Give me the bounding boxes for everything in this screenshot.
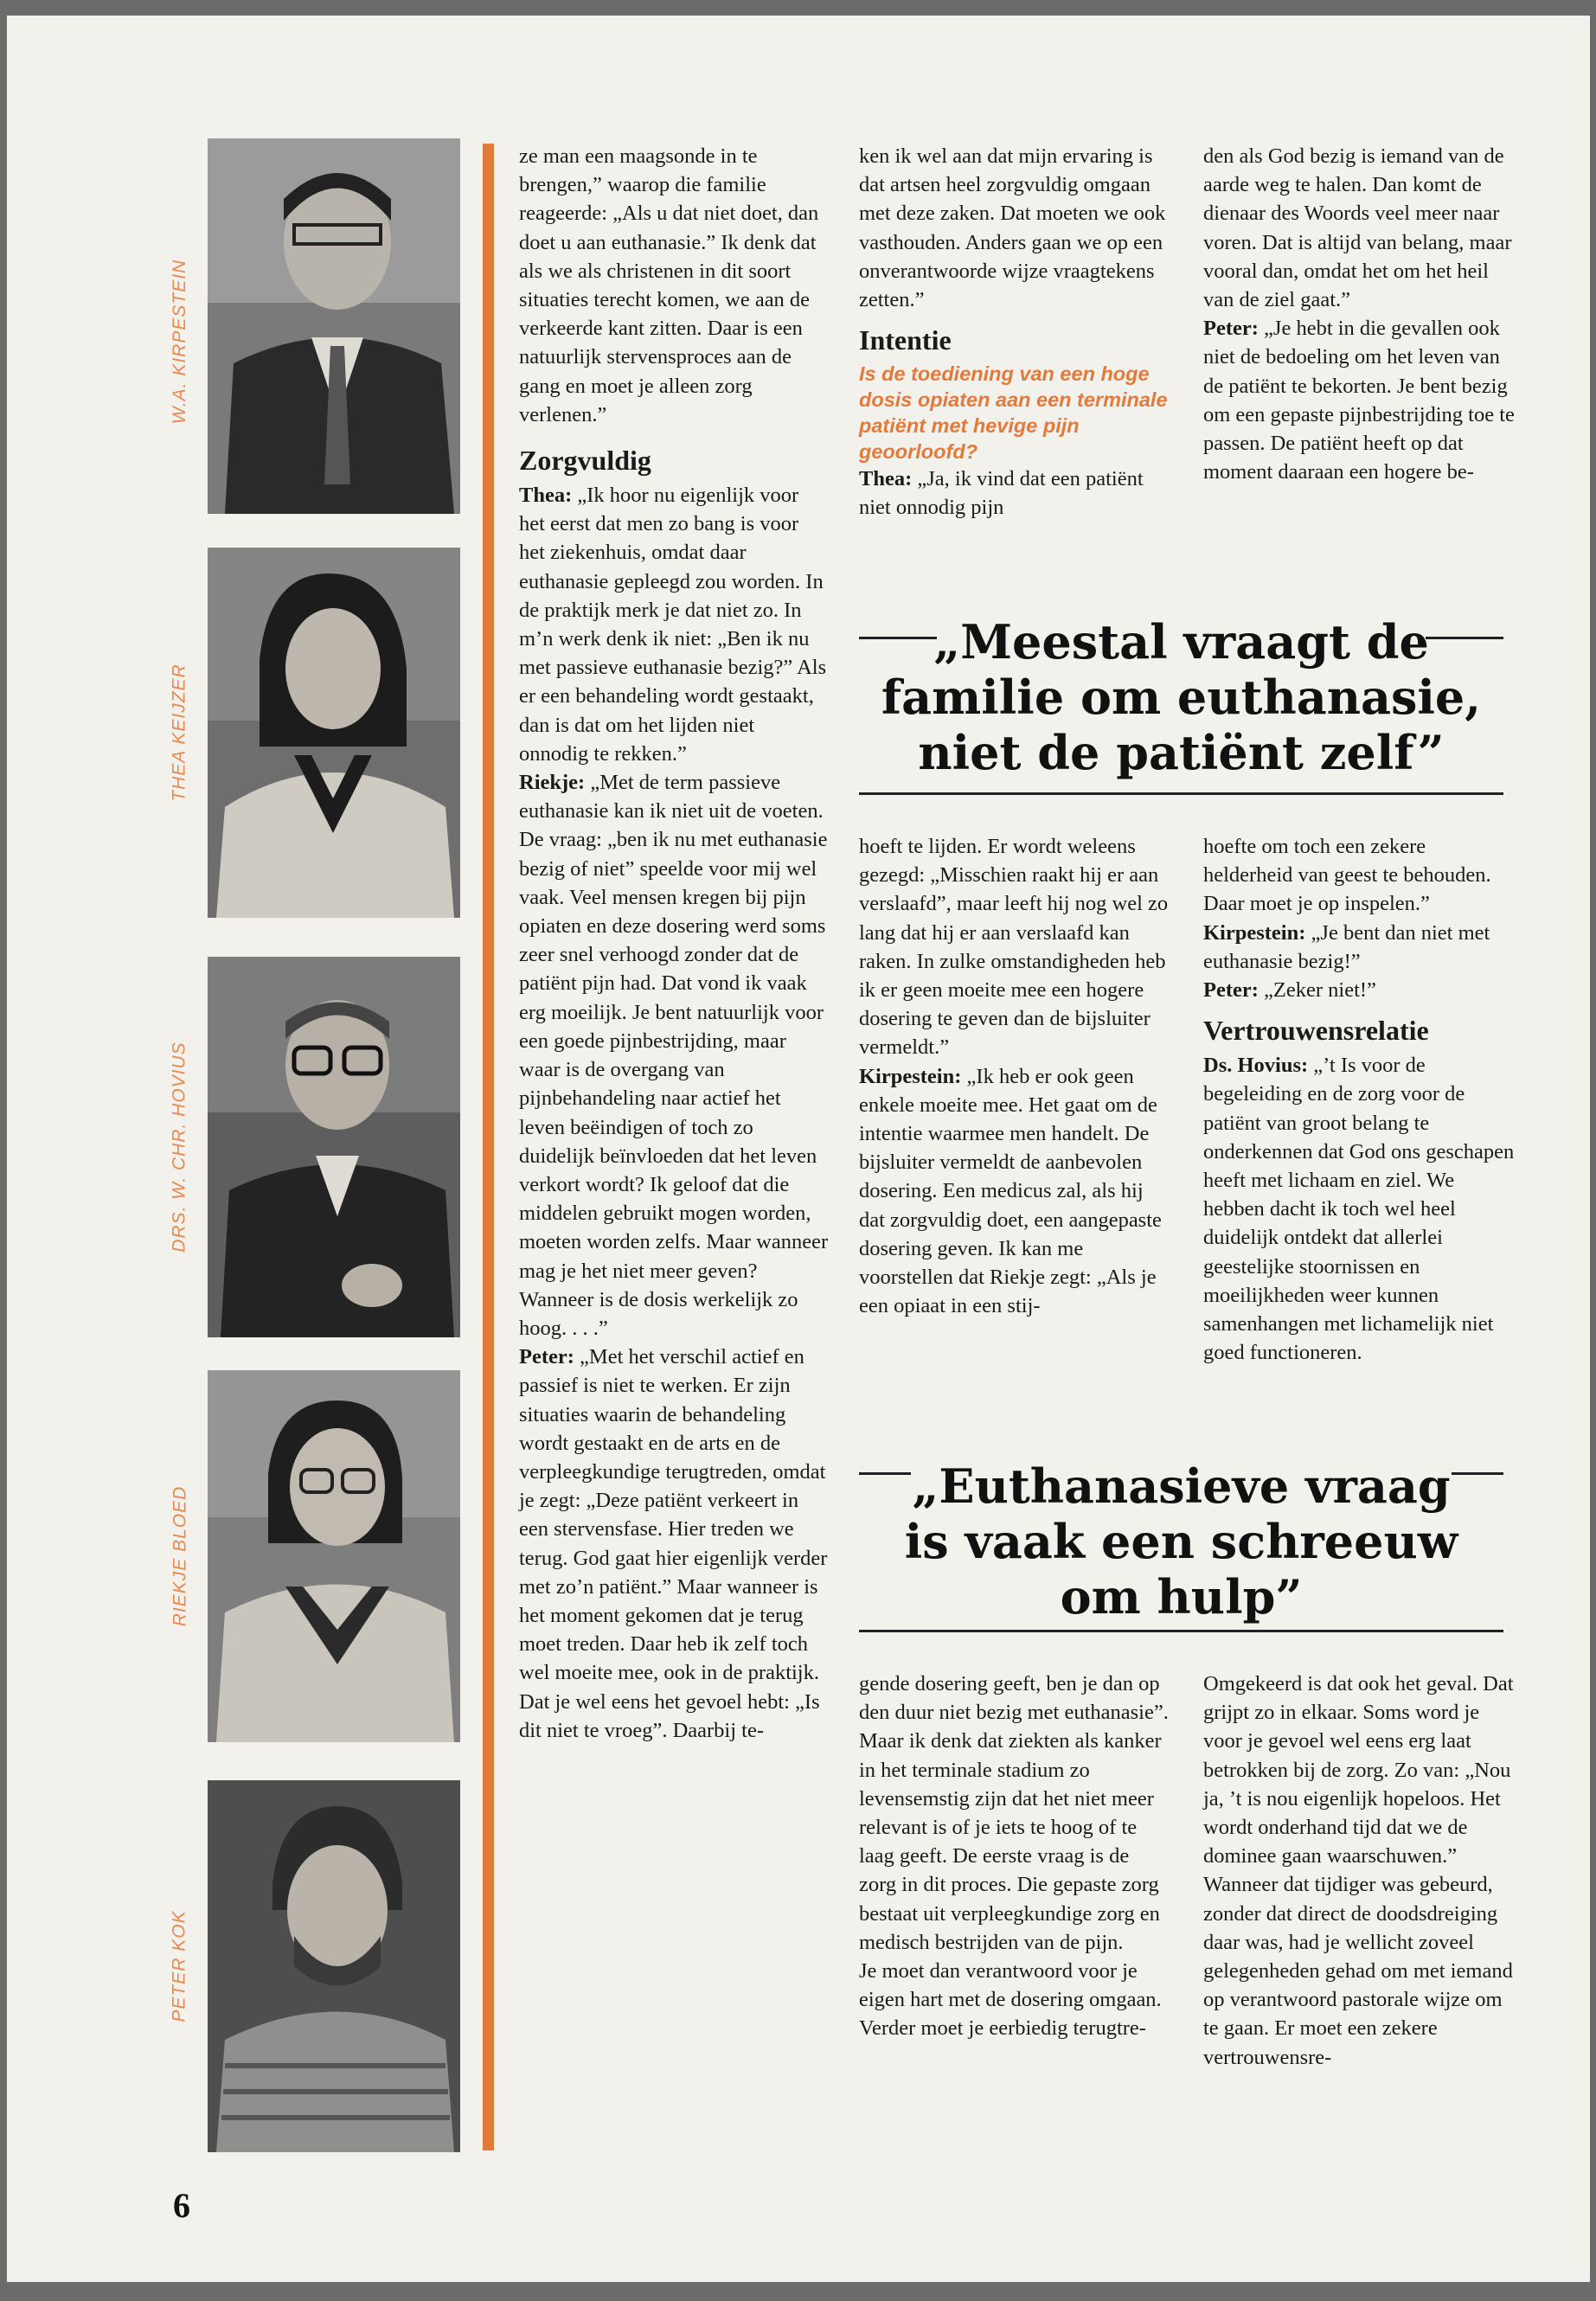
portrait-photo-kirpestein (208, 138, 460, 514)
paragraph-text: „Je bent dan niet met euthanasie bezig!” (1203, 920, 1490, 973)
paragraph-text: „Ik hoor nu eigenlijk voor het eerst dat men zo bang is voor het ziekenhuis, omdat daar euthanasie gepleegd zou worden. In de praktijk merk je dat niet zo. In m’n werk denk ik niet: „Ben ik nu met passieve euthanasie bezig?” Als er een behandeling wordt gestaakt, dan is dat om het lijden niet onnodig te rekken.” (519, 484, 827, 766)
paragraph: ze man een maagsonde in te brengen,” waarop die familie reageerde: „Als u dat niet doet, dan doet u aan euthanasie.” Ik denk dat als we als christenen in dit soort situaties terecht komen, we aan de verkeerde kant zitten. Daar is een natuurlijk stervensproces aan de gang en moet je alleen zorg verlenen.” (519, 144, 819, 426)
paragraph (519, 481, 829, 768)
paragraph-text: „Zeker niet!” (1258, 978, 1376, 1003)
portrait-photo-kok (208, 1780, 460, 2152)
pullquote-line: niet de patiënt zelf” (918, 725, 1445, 780)
pullquote-line: „Meestal vraagt de (933, 614, 1429, 670)
paragraph (859, 1062, 1170, 1321)
paragraph (519, 1343, 829, 1745)
paragraph-text: „Je hebt in die gevallen ook niet de bedoeling om het leven van de patiënt te bekorten. Je bent bezig om een gepaste pijnbestrijding toe te passen. De patiënt heeft op dat moment daaraan een hogere be- (1203, 317, 1515, 484)
speaker-name: Thea: (519, 484, 573, 508)
speaker-name: Thea: (859, 467, 913, 491)
article-column-3-top (1203, 142, 1515, 486)
caption-text: W.A. KIRPESTEIN (170, 259, 190, 425)
paragraph-text: „Met de term passieve euthanasie kan ik niet uit de voeten. De vraag: „ben ik nu met euthanasie bezig of niet” speelde voor mij wel vaak. Veel mensen kregen bij pijn opiaten en deze dosering werd soms zeer snel verhoogd zonder dat de patiënt pijn had. Dat vond ik vaak erg moeilijk. Je bent natuurlijk voor een goede pijnbestrijding, maar waar is de overgang van pijnbehandeling naar actief het leven beëindigen of toch zo duidelijk beïnvloeden dat het leven verkort wordt? Ik geloof dat die middelen gebruikt mogen worden, moeten worden zelfs. Maar wanneer mag je het niet meer geven? Wanneer is de dosis werkelijk zo hoog. . . .” (519, 771, 829, 1340)
paragraph: ken ik wel aan dat mijn ervaring is dat artsen heel zorgvuldig omgaan met deze zaken. Dat moeten we ook vasthouden. Anders gaan we op een onverantwoorde wijze vraagtekens zetten.” (859, 144, 1166, 312)
speaker-name: Peter: (1203, 978, 1259, 1003)
subheading-vertrouwensrelatie: Vertrouwensrelatie (1203, 1015, 1429, 1047)
portrait-photo-keijzer (208, 548, 460, 918)
portrait-photo-hovius (208, 957, 460, 1337)
paragraph (519, 768, 829, 1343)
paragraph: gende dosering geeft, ben je dan op den duur niet bezig met euthanasie”. Maar ik denk dat ziekten als kanker in het terminale stadium zo levensemstig zijn dat het niet meer relevant is of je iets te hoog of te laag geeft. De eerste vraag is de zorg in dit proces. Die gepaste zorg bestaat uit verpleegkundige zorg en medisch bestrijden van de pijn. (859, 1672, 1169, 1954)
article-column-2-bottom (859, 1670, 1170, 2043)
paragraph: den als God bezig is iemand van de aarde weg te halen. Dan komt de dienaar des Woords veel meer naar voren. Dat is altijd van belang, maar vooral dan, omdat het om het heil van de ziel gaat.” (1203, 144, 1512, 312)
paragraph-text: „Ik heb er ook geen enkele moeite mee. Het gaat om de intentie waarmee men handelt. De bijsluiter vermeldt de aanbevolen dosering. Een medicus zal, als hij dat zorgvuldig doet, een aangepaste dosering geven. Ik kan me voorstellen dat Riekje zegt: „Als je een opiaat in een stij- (859, 1064, 1162, 1318)
pullquote-rule (859, 1630, 1503, 1632)
speaker-name: Peter: (1203, 317, 1259, 341)
portrait-caption-hovius (163, 957, 197, 1337)
subheading-zorgvuldig: Zorgvuldig (519, 445, 651, 477)
speaker-name: Peter: (519, 1345, 574, 1369)
accent-rule (483, 144, 494, 2150)
paragraph: hoeft te lijden. Er wordt weleens gezegd: „Misschien raakt hij er aan verslaafd”, maar leeft hij nog wel zo lang dat hij er aan verslaafd kan raken. In zulke omstandigheden heb ik er geen moeite mee een hogere dosering te geven dan de bijsluiter vermeldt.” (859, 835, 1169, 1060)
portrait-caption-kirpestein (163, 154, 197, 529)
subheading-intentie: Intentie (859, 324, 952, 356)
paragraph-text: „’t Is voor de begeleiding en de zorg voor de patiënt van groot belang te onderkennen dat God ons geschapen heeft met lichaam en ziel. We hebben dacht ik toch wel heel duidelijk ontdekt dat allerlei geestelijke stoornissen en moeilijkheden weer kunnen samenhangen met lichamelijk niet goed functioneren. (1203, 1054, 1515, 1365)
speaker-name: Ds. Hovius: (1203, 1054, 1309, 1078)
page-number: 6 (173, 2186, 190, 2225)
caption-text: THEA KEIJZER (170, 663, 190, 802)
paragraph (1203, 976, 1515, 1004)
portrait-caption-kok (163, 1780, 197, 2152)
pullquote-line: om hulp” (1060, 1569, 1303, 1625)
paragraph-text: „Met het verschil actief en passief is niet te werken. Er zijn situaties waarin de behandeling wordt gestaakt en de arts en de verpleegkundige terugtreden, omdat je zegt: „Deze patiënt verkeert in een stervensfase. Hier treden we terug. God gaat hier eigenlijk verder met zo’n patiënt.” Maar wanneer is het moment gekomen dat je terug moet treden. Daar heb ik zelf toch wel moeite mee, ook in de praktijk. Dat je wel eens het gevoel hebt: „Is dit niet te vroeg”. Daarbij te- (519, 1345, 828, 1742)
paragraph (1203, 919, 1515, 976)
pullquote-line: is vaak een schreeuw (904, 1514, 1458, 1569)
speaker-name: Riekje: (519, 771, 586, 795)
caption-text: DRS. W. CHR. HOVIUS (170, 1042, 189, 1253)
paragraph: hoefte om toch een zekere helderheid van geest te behouden. Daar moet je op inspelen.” (1203, 835, 1491, 916)
caption-text: PETER KOK (170, 1910, 190, 2022)
paragraph: Omgekeerd is dat ook het geval. Dat grijpt zo in elkaar. Soms word je voor je gevoel wel eens erg laat betrokken bij de zorg. Zo van: „Nou ja, ’t is nou eigenlijk hopeloos. Het wordt onderhand tijd dat we de dominee gaan waarschuwen.” Wanneer dat tijdiger was gebeurd, zonder dat direct de doodsdreiging daar was, had je wellicht zoveel gelegenheden gehad om met iemand op verantwoord pastorale wijze om te gaan. Er moet een zekere vertrouwensre- (1203, 1672, 1514, 2069)
portrait-photo-bloed (208, 1370, 460, 1742)
paragraph (859, 465, 1170, 522)
portrait-caption-keijzer (163, 548, 197, 918)
paragraph (1203, 1051, 1515, 1367)
paragraph: Je moet dan verantwoord voor je eigen hart met de dosering omgaan. Verder moet je eerbiedig terugtre- (859, 1959, 1162, 2041)
paragraph-text: „Ja, ik vind dat een patiënt niet onnodig pijn (859, 467, 1144, 520)
speaker-name: Kirpestein: (1203, 920, 1306, 945)
pullquote-rule (859, 792, 1503, 795)
portrait-caption-bloed (163, 1370, 197, 1742)
pullquote-2 (859, 1458, 1503, 1625)
speaker-name: Kirpestein: (859, 1064, 962, 1088)
article-column-3-mid (1203, 832, 1515, 1367)
pullquote-line: „Euthanasieve vraag (912, 1458, 1451, 1514)
pullquote-1 (859, 614, 1503, 780)
article-column-2-mid (859, 832, 1170, 1320)
interview-question: Is de toediening van een hoge dosis opiaten aan een terminale patiënt met hevige pijn geoorloofd? (859, 362, 1168, 464)
pullquote-line: familie om euthanasie, (881, 670, 1482, 725)
magazine-page (7, 16, 1590, 2282)
article-column-1 (519, 142, 829, 1745)
caption-text: RIEKJE BLOED (170, 1485, 189, 1627)
paragraph (1203, 314, 1515, 486)
article-column-2-top (859, 142, 1170, 522)
article-column-3-bottom (1203, 1670, 1515, 2072)
